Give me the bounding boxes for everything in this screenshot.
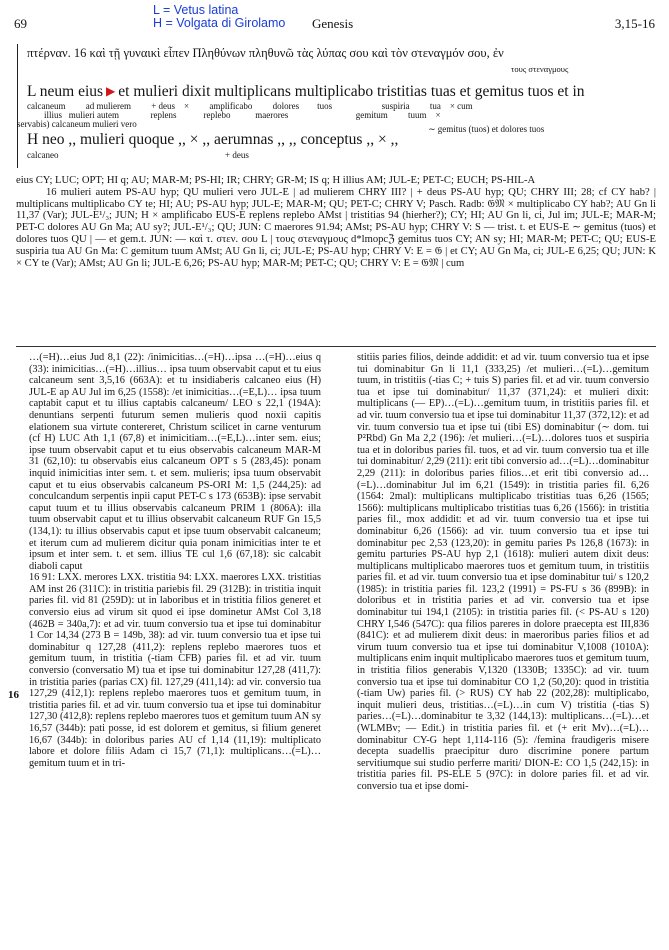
legend-vetus-latina: L = Vetus latina [153,3,239,17]
latin-variant-row-1: calcaneum ad mulierem + deus × amplificabo dolores tuos suspiria tua × cum [27,101,473,111]
vulgata-variant-deus: + deus [225,150,249,160]
latin-line-start: L neum eius [27,83,104,100]
citations-right-p1: stitiis paries filios, deinde addidit: et ad vir. tuum conversio tua et ipse tui dominabitur Gn li 11,1 (333,25) /et mulieri…(=L)…gemitum tuum, in tristitiis (-tias C; + tuis S) paries fil. et ad vir. tuum conversio tua et ipse tui dominabitur/ 11,37 (371,24): et mulieri dixit: multiplicans (— EP)…(=L)…gemitum tuum, in tristitiis paries fil. et ad vir. tuum conversio tua et ipse tui dominabitur 11,37 (372,12): et ad vir. tuum conversio tua et ipse tui (tibi ES) dominabitur (∼ dom. tui P²Rbd) Gn Ma 2,2 (196): /et mulieri…(=L)…dolores tuos et suspiria tua et in doloribus paries fil. tuos, et ad vir. tuum conversio tua et ille tui dominabitur/ 2,29 (211): erit tibi conversio ad…(=L)…dominabitur 2,29 (211): in doloribus paries filios…et erit tibi conversio ad…(=L)…dominabitur Jul im 6,21 (1549): in tristitia paries fil. 6,26 (1564: 2mal): multiplicans multiplicabo tristitias tuas 6,26 (1565; 1566): multiplicans multiplicabo tristitias tuas 6,26 (1566): in tristitia paries fil., mox addidit: et ad vir. tuum conversio tua et ipse tui dominabitur 6,26 (1566): ad vir. tuum conversio tua et ipse tui dominabitur pec 2,53 (123,20): in gemitu paries Ps 126,8 (1673): in gemitu parturies PS-AU hyp 2,1 (1618): mulieri autem dixit deus: multiplicans multiplicabo maerores tuos et gemitum tuum, in tristitiis paries fil. et ad vir. tuum conversio tua et ipse dominabitur tui/ s 120,2 (1985): in tristitia paries fil. 123,2 (1991) = PS-FU s 36 (899B): in doloribus et in tristitia paries et ad vir. conversio tua et ipse dominabitur tui 194,1 (2105): in tristitia paries fil. (< PS-AU s 120) CHRY I,546 (547C): qua filios pareres in dolore praecepta est III,836 (841C): et ad mulierem dixit deus: in maeroribus paries filios et ad virum tuum conversio tua et ipse tui dominabitur V,1008 (1010A): multiplicans enim inquit multiplicabo maerores tuos et gemitum tuum, in tristitia filios generabis V,1320 (1330B; 1335C): ad vir. tuum conversio tua et ipse tui dominabitur CO 1,2 (50,20): quod in tristitia (-tiam Uw) paries fil. (> RUS) CY hab 22 (202,28): multiplicabo, inquit mulieri deus, tristitias…(=L)…in cum V) tristitia (-tias S) paries…(=L)…dominabitur te 3,32 (144,13): multiplicans…(=L)…et (WLMBv; — Edit.) in tristitia paries fil. et (+ erit Mv)…(=L)…dominabitur CY-G hept 1,114-116 (5): /femina fraudigeris misere decepta suadellis praecipitur duro discrimine ponere partum servitiumque sui studio perferre mariti/ DION-E: CO 1,5 (242,15): in tristitia paries fil. PS-ELE 5 (97C): in dolore paries fil. et ad vir. conversio tua et ipse domi- [357,352,649,792]
page-number: 69 [14,16,27,31]
vulgata-variant-calcaneo: calcaneo [27,150,59,160]
apparatus-line-2: 16 mulieri autem PS-AU hyp; QU mulieri vero JUL-E | ad mulierem CHRY III? | + deus PS-AU hyp; QU; CHRY III; 28; cf CY hab? | multiplicans multiplicabo CY te; HI; AU; PS-AU hyp; JUL-E; MAR-M; QU; PET-C; CHRY V; Pasch. Radb: 𝔊𝔐 × multiplicabo CY hab?; AU Gn li 11,37 (Var); JUL-E¹/₃; JUN; H × amplificabo EUS-E replens replebo AMst | tristitias 94 (hierher?); CY; HI; AU Gn li, ci, Jul im; JUL-E; MAR-M; PET-C dolores AU Gn Ma; AU sy?; JUL-E¹/₃; QU; JUN: C maerores 91.94; AMst; PS-AU hyp; CHRY V: S — trist. t. et EUS-E ∼ gemitus (tuos) et dolores tuos QU | — et gem.t. JUN: — καὶ τ. στεν. σου L | τους στεναγμους d*lmopcℨ gemitus tuos CY; AN sy; HI; MAR-M; PET-C; QU; EUS-E suspiria tua AU Gn Ma: C gemitum tuum AMst; AU Gn li, ci; JUL-E; PS-AU hyp; CHRY V: E = 𝔊 | et CY; AU Gn Ma, ci; JUL-E 6,25; QU; JUN: K × CY te (Var); AMst; AU Gn li; JUL-E 6,26; PS-AU hyp; MAR-M; PET-C; QU; CHRY V: E = 𝔊𝔐 | cum [16,186,656,269]
legend [153,4,285,30]
chapter-verse-ref: 3,15-16 [614,16,655,31]
section-divider [16,346,656,347]
apparatus-line-1: eius CY; LUC; OPT; HI q; AU; MAR-M; PS-HI; IR; CHRY; GR-M; IS q; H illius AM; JUL-E; PET-C; EUCH; PS-HIL-A [16,175,536,186]
greek-text-line: πτέρναν. 16 καὶ τῇ γυναικὶ εἶπεν Πληθύνων πληθυνῶ τὰς λύπας σου καὶ τὸν στεναγμόν σου, ἐν [27,46,504,60]
latin-line-rest: et mulieri dixit multiplicans multiplicabo tristitias tuas et gemitus tuos et in [118,83,585,100]
latin-variant-row-4: ∼ gemitus (tuos) et dolores tuos [428,124,545,134]
latin-variant-row-2: illius mulieri autem replens replebo maerores gemitum tuum × [44,110,441,120]
verse-number: 16 [8,689,19,701]
citations-column-right [357,352,649,793]
critical-apparatus [16,175,656,269]
vetus-latina-line [27,83,585,101]
legend-vulgata: H = Volgata di Girolamo [153,16,286,30]
latin-variant-row-3: servabis) calcaneum mulieri vero [17,119,137,129]
book-title: Genesis [312,16,354,31]
vulgata-line: H neo ,, mulieri quoque ,, × ,, aerumnas ,, ,, conceptus ,, × ,, [27,131,399,148]
citations-column-left [29,352,321,769]
verse-marker-icon: ▶ [106,84,116,98]
citations-left-p1: …(=H)…eius Jud 8,1 (22): /inimicitias…(=H)…ipsa …(=H)…eius q (33): inimicitias…(=H)…illius… ipsa tuum observabit caput et tu eius calcaneum sent 3,5,16 (663A): et tu insidiaberis calcaneo eius (H) JUL-E ap AU Jul im 6,25 (1558): /et inimicitias…(=E,L)… ipsa tuum captabit caput et tu illius captabis calcaneum/ LEO s 22,1 (194A): denuntians serpenti futurum semen mulieris quod noxii capitis elationem sua virtute contereret, Christum scilicet in carne venturum (cf H) LUC Ath 1,1 (67,8) et inimicitiam…(=E,L)…inter sem. eius; ipse tuum observabit caput et tu eius observabis calcaneum MAR-M 31 (62,10): tu observabis eius calcaneum OPT s 5 (283,45): ponam inquid inimicitias inter sem. t. et sem. mulieris; ipsa tuum observabit caput et tu eius observabis calcaneum PS-ORI M: 1,5 (244,25): ad conculcandum serpentis inpii caput PET-C s 173 (653B): ipse servabit caput tuum et tu illius observabis calcaneum PRIM 1 (806A): illa tuum observabit caput et tu illius observabit calcaneum RUF Gn 15,5 (134,1): tu illius observabis caput et ipse tuum observabit calcaneum; et iterum cum ad mulierem dicitur quia ponam inimicitias inter te et ipsum et inter sem. t. et sem. illius TE cul 1,6 (67,18): sic calcabit diaboli caput [29,352,321,572]
greek-variant: τους στεναγμους [511,64,569,74]
synopsis-bracket [17,44,24,168]
citations-left-p2: 16 91: LXX. merores LXX. tristitia 94: LXX. maerores LXX. tristitias AM inst 26 (311C): in tristitia pariebis fil. 29 (312B): in tristitia inquit paries fil. vid 81 (259D): ut in laboribus et in tristitia filios generet et conversio eius ad virum sit quod ei ipse dominetur AMst Col 3,18 (462B = 340a,7): et ad vir. tuum conversio tua et ipse tui dominabitur 1 Cor 14,34 (273 B = 149b, 38): ad vir. tuum conversio tua et ipse tui dominabitur q 127,28 (411,2): replens replebo maerores tuos et gemitum tuum, in tristitia (-tiam CFB) paries fil. et ad vir. tuum conversio (conversatio M) tua et ipse tui dominabitur 127,28 (411,7): in tristitia paries (parias CX) fil. 127,29 (411,14): ad vir. conversio tua 127,29 (412,1): replens replebo maerores tuos et gemitum tuum, in tristitia paries fil. et ad vir. tuum conversio tua et ipse tui dominabitur 127,30 (412,8): replens replebo maerores tuos et gemitum tuum AN sy 16,57 (344b): pati posse, id est dolorem et gemitus, si filium generet 16,67 (344b): in doloribus paries AU cf 1,14 (11,19): multiplicato labore et dolore filiis Adam ci 15,7 (71,1): multiplicans…(=L)…gemitum tuum et in tri- [29,572,321,769]
